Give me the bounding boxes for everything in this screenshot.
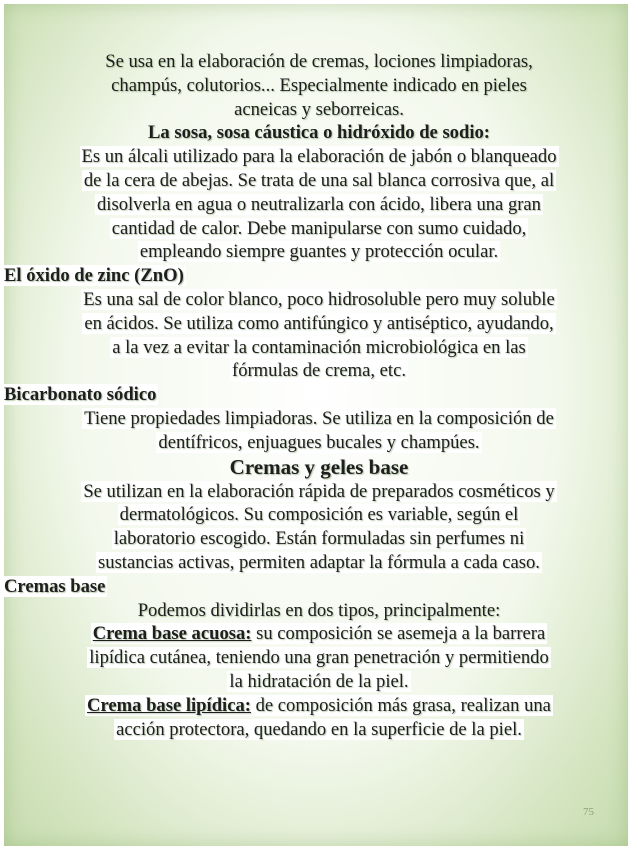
page-text bbox=[0, 50, 638, 741]
acuosa-term: Crema base acuosa: bbox=[92, 623, 252, 645]
sosa-text-line: disolverla en agua o neutralizarla con ácido, libera una gran bbox=[97, 193, 541, 215]
section-text-line: sustancias activas, permiten adaptar la fórmula a cada caso. bbox=[98, 551, 540, 573]
zinc-heading: El óxido de zinc (ZnO) bbox=[4, 265, 184, 287]
acuosa-line: Crema base acuosa: su composición se asemeja a la barrera bbox=[92, 623, 546, 645]
sosa-text-line: Es un álcali utilizado para la elaboración de jabón o blanqueado bbox=[81, 146, 557, 168]
intro-paragraph-line: champús, colutorios... Especialmente indicado en pieles bbox=[111, 74, 527, 96]
acuosa-text-line: lipídica cutánea, teniendo una gran penetración y permitiendo bbox=[89, 647, 549, 669]
cremas-intro: Podemos dividirlas en dos tipos, principalmente: bbox=[137, 599, 501, 621]
sosa-text-line: de la cera de abejas. Se trata de una sal blanca corrosiva que, al bbox=[83, 169, 555, 191]
lipidica-term: Crema base lipídica: bbox=[87, 694, 251, 716]
section-text-line: dermatológicos. Su composición es variable, según el bbox=[119, 504, 519, 526]
lipidica-text-line: acción protectora, quedando en la superficie de la piel. bbox=[116, 718, 522, 740]
lipidica-line: Crema base lipídica: de composición más grasa, realizan una bbox=[87, 694, 551, 716]
zinc-text-line: en ácidos. Se utiliza como antifúngico y antiséptico, ayudando, bbox=[84, 312, 554, 334]
zinc-text-line: fórmulas de crema, etc. bbox=[232, 360, 406, 382]
zinc-text-line: Es una sal de color blanco, poco hidrosoluble pero muy soluble bbox=[83, 288, 555, 310]
section-text-line: Se utilizan en la elaboración rápida de preparados cosméticos y bbox=[83, 480, 555, 502]
intro-paragraph-line: Se usa en la elaboración de cremas, lociones limpiadoras, bbox=[105, 51, 533, 72]
bicarbonato-text-line: Tiene propiedades limpiadoras. Se utiliza en la composición de bbox=[84, 407, 554, 429]
sosa-text-line: empleando siempre guantes y protección ocular. bbox=[139, 241, 499, 263]
acuosa-text-line: la hidratación de la piel. bbox=[229, 670, 409, 692]
page-number: 75 bbox=[583, 806, 594, 818]
intro-paragraph-line: acneicas y seborreicas. bbox=[234, 98, 404, 120]
sosa-heading: La sosa, sosa cáustica o hidróxido de sodio: bbox=[148, 122, 490, 144]
section-text-line: laboratorio escogido. Están formuladas sin perfumes ni bbox=[113, 528, 525, 550]
cremas-base-heading: Cremas base bbox=[4, 575, 106, 597]
bicarbonato-heading: Bicarbonato sódico bbox=[4, 384, 157, 406]
sosa-text-line: cantidad de calor. Debe manipularse con sumo cuidado, bbox=[111, 217, 527, 239]
zinc-text-line: a la vez a evitar la contaminación microbiológica en las bbox=[112, 336, 526, 358]
bicarbonato-text-line: dentífricos, enjuagues bucales y champúes. bbox=[158, 431, 480, 453]
section-heading: Cremas y geles base bbox=[229, 454, 409, 479]
